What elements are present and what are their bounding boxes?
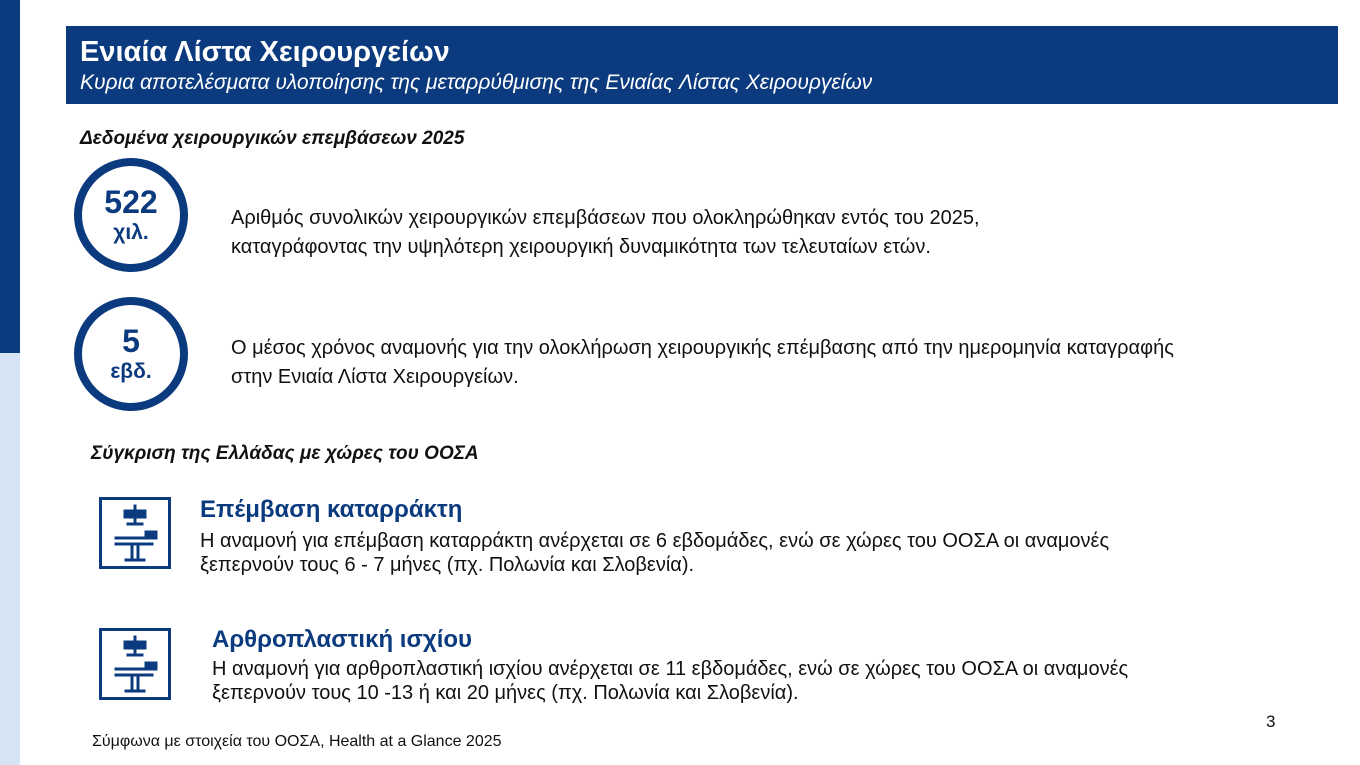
item-description-line: ξεπερνούν τους 10 -13 ή και 20 μήνες (πχ. Πολωνία και Σλοβενία). (212, 682, 799, 704)
item-description-cataract (200, 529, 1109, 577)
page-subtitle: Κυρια αποτελέσματα υλοποίησης της μεταρρύθμισης της Ενιαίας Λίστας Χειρουργείων (80, 71, 873, 94)
operating-table-icon (99, 628, 171, 700)
sidebar-accent-dark (0, 0, 20, 353)
stat-unit: εβδ. (110, 360, 152, 383)
stat-description-waiting-time (231, 334, 1174, 392)
operating-table-icon (99, 497, 171, 569)
page-title: Ενιαία Λίστα Χειρουργείων (80, 36, 450, 68)
stat-value: 5 (122, 323, 140, 359)
sidebar-accent-light (0, 353, 20, 765)
item-title-cataract: Επέμβαση καταρράκτη (200, 496, 463, 523)
header-banner (66, 26, 1338, 104)
stat-circle-total-surgeries (74, 158, 188, 272)
stat-description-line: Αριθμός συνολικών χειρουργικών επεμβάσεων που ολοκληρώθηκαν εντός του 2025, (231, 207, 980, 229)
item-description-hip-arthroplasty (212, 657, 1128, 705)
stat-circle-waiting-time (74, 297, 188, 411)
stat-description-line: Ο μέσος χρόνος αναμονής για την ολοκλήρωση χειρουργικής επέμβασης από την ημερομηνία καταγραφής (231, 337, 1174, 359)
item-title-hip-arthroplasty: Αρθροπλαστική ισχίου (212, 626, 472, 653)
section-title-oecd-comparison: Σύγκριση της Ελλάδας με χώρες του ΟΟΣΑ (91, 443, 479, 464)
section-title-surgery-data: Δεδομένα χειρουργικών επεμβάσεων 2025 (80, 128, 465, 149)
page-number: 3 (1266, 712, 1276, 731)
item-description-line: Η αναμονή για αρθροπλαστική ισχίου ανέρχεται σε 11 εβδομάδες, ενώ σε χώρες του ΟΟΣΑ οι αναμονές (212, 658, 1129, 680)
item-description-line: Η αναμονή για επέμβαση καταρράκτη ανέρχεται σε 6 εβδομάδες, ενώ σε χώρες του ΟΟΣΑ οι αναμονές (200, 530, 1110, 552)
stat-value: 522 (104, 184, 158, 220)
stat-description-line: καταγράφοντας την υψηλότερη χειρουργική δυναμικότητα των τελευταίων ετών. (231, 236, 931, 258)
source-footnote: Σύμφωνα με στοιχεία του ΟΟΣΑ, Health at a Glance 2025 (92, 733, 502, 750)
stat-description-total-surgeries (231, 204, 980, 262)
stat-unit: χιλ. (113, 221, 149, 244)
item-description-line: ξεπερνούν τους 6 - 7 μήνες (πχ. Πολωνία και Σλοβενία). (200, 554, 695, 576)
stat-description-line: στην Ενιαία Λίστα Χειρουργείων. (231, 366, 519, 388)
